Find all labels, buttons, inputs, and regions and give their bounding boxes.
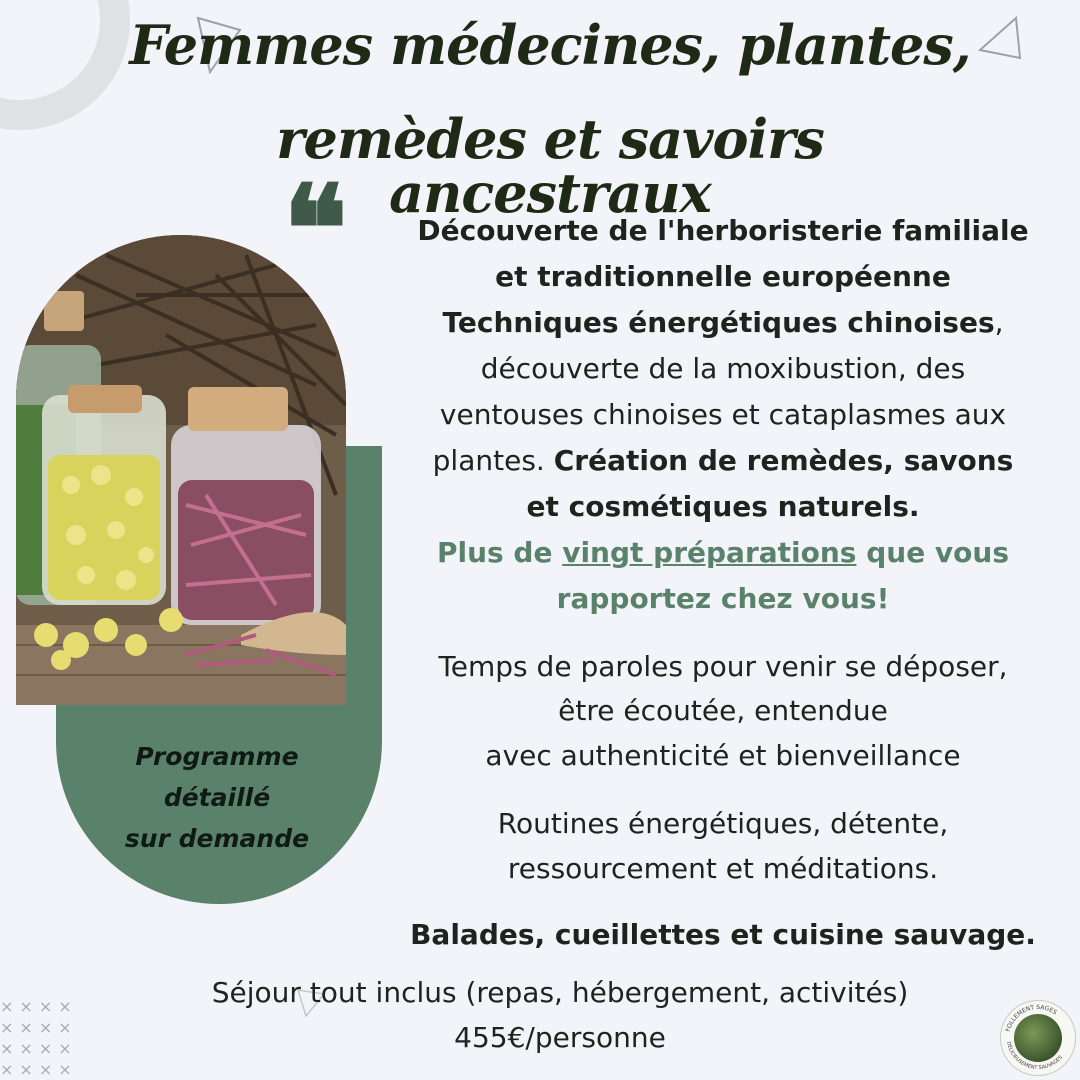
- intro-line4: découverte de la moxibustion, des: [480, 352, 966, 385]
- x-dot-grid: ×××× ×××× ×××× ××××: [0, 997, 78, 1079]
- intro-line5: ventouses chinoises et cataplasmes aux: [439, 398, 1007, 431]
- brand-logo: [1000, 1000, 1076, 1076]
- paroles-line1: Temps de paroles pour venir se déposer,: [438, 650, 1008, 683]
- intro-line2: et traditionnelle européenne: [495, 260, 951, 293]
- quote-icon: ❝: [283, 159, 348, 300]
- routines-line2: ressourcement et méditations.: [507, 852, 939, 885]
- programme-line1: Programme: [135, 742, 299, 771]
- ring-decoration: [0, 0, 130, 130]
- highlight-underlined: vingt préparations: [562, 536, 857, 569]
- programme-line2: détaillé: [163, 783, 271, 812]
- herbal-jars-photo: [16, 235, 346, 705]
- intro-line1: Découverte de l'herboristerie familiale: [417, 214, 1029, 247]
- intro-line6-bold: Création de remèdes, savons: [553, 444, 1014, 477]
- svg-text:DÉLICIEUSEMENT SAUVAGES: [1005, 1041, 1064, 1071]
- intro-line3-bold: Techniques énergétiques chinoises: [442, 306, 995, 339]
- programme-note: [92, 736, 342, 859]
- sejour-price: 455€/personne: [454, 1021, 666, 1054]
- intro-line6: [370, 438, 1076, 484]
- intro-line3: [370, 300, 1076, 346]
- triangle-outline-icon: [976, 16, 1024, 64]
- logo-bottom-text: DÉLICIEUSEMENT SAUVAGES: [1005, 1041, 1064, 1072]
- page-title-line1: Femmes médecines, plantes,: [129, 13, 971, 77]
- sejour-line1: Séjour tout inclus (repas, hébergement, activités): [211, 976, 909, 1009]
- highlight-part1: Plus de: [436, 536, 563, 569]
- highlight-part2: que vous: [856, 536, 1010, 569]
- intro-line6-plain: plantes.: [432, 444, 554, 477]
- paroles-line2: être écoutée, entendue: [558, 694, 888, 727]
- highlight-line1: [370, 530, 1076, 576]
- page-title-line2: remèdes et savoirs ancestraux: [276, 107, 824, 225]
- intro-line7: et cosmétiques naturels.: [526, 490, 920, 523]
- svg-text:FOLLEMENT SAGES: [1005, 1004, 1058, 1033]
- balades-line: Balades, cueillettes et cuisine sauvage.: [410, 918, 1036, 951]
- paroles-line3: avec authenticité et bienveillance: [485, 739, 961, 772]
- routines-line1: Routines énergétiques, détente,: [497, 807, 949, 840]
- highlight-line2: rapportez chez vous!: [556, 582, 890, 615]
- logo-top-text: FOLLEMENT SAGES: [1004, 1003, 1059, 1033]
- intro-line3-rest: ,: [994, 306, 1004, 339]
- programme-line3: sur demande: [124, 824, 310, 853]
